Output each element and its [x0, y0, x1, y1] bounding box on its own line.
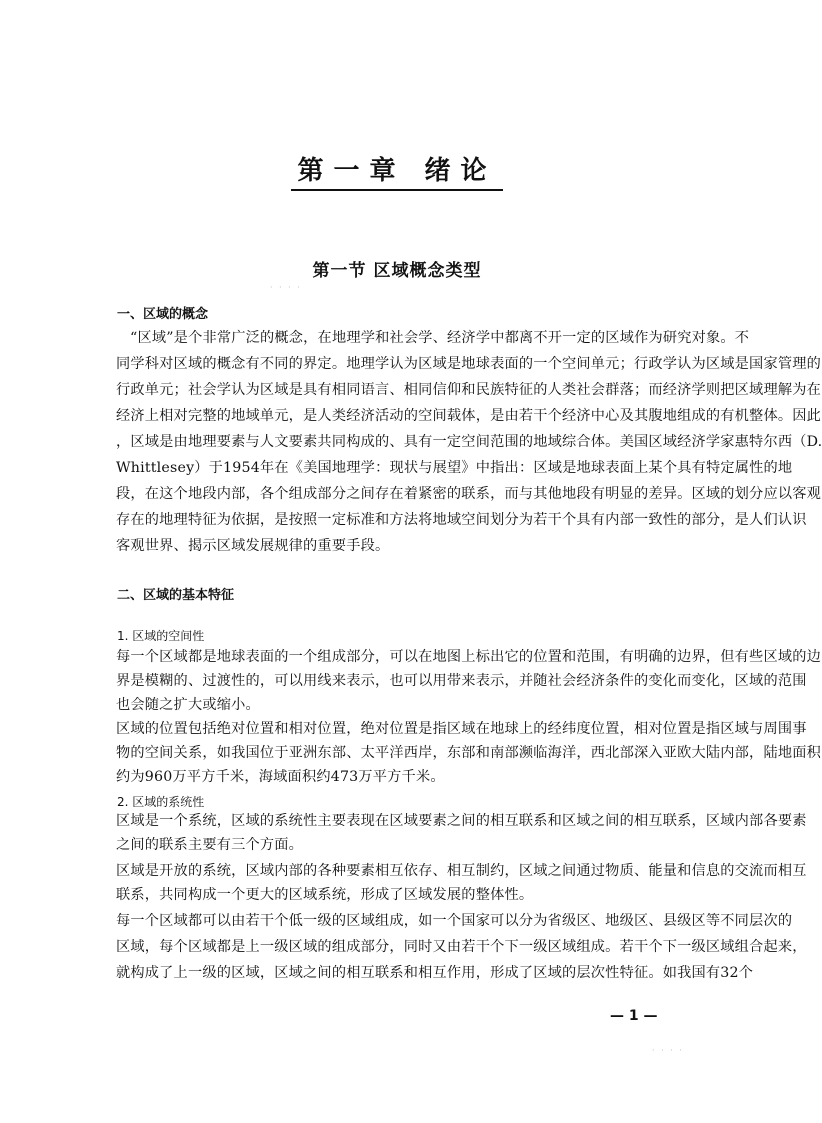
scan-artifact: · · · · — [652, 1046, 684, 1055]
text-line: 段，在这个地段内部，各个组成部分之间存在着紧密的联系，而与其他地段有明显的差异。区域的划分应以客观 — [116, 486, 821, 502]
text-line: 经济上相对完整的地域单元，是人类经济活动的空间载体，是由若干个经济中心及其腹地组成的有机整体。因此 — [116, 408, 821, 424]
text-line: 就构成了上一级的区域，区域之间的相互联系和相互作用，形成了区域的层次性特征。如我国有32个 — [116, 965, 754, 981]
text-line: 区域是一个系统，区域的系统性主要表现在区域要素之间的相互联系和区域之间的相互联系，区域内部各要素 — [116, 813, 807, 829]
text-line: 区域，每个区域都是上一级区域的组成部分，同时又由若干个下一级区域组成。若干个下一级区域组合起来， — [116, 939, 807, 955]
text-line: 之间的联系主要有三个方面。 — [116, 837, 304, 853]
heading-region-concept: 一、区域的概念 — [117, 307, 209, 322]
text-line: 客观世界、揭示区域发展规律的重要手段。 — [116, 538, 390, 554]
section-title: 第一节 区域概念类型 — [312, 261, 482, 281]
text-line: 每一个区域都是地球表面的一个组成部分，可以在地图上标出它的位置和范围，有明确的边界，但有些区域的边 — [116, 649, 821, 665]
text-line: 存在的地理特征为依据，是按照一定标准和方法将地域空间划分为若干个具有内部一致性的部分，是人们认识 — [116, 512, 807, 528]
text-line: ，区域是由地理要素与人文要素共同构成的、具有一定空间范围的地域综合体。美国区域经济学家惠特尔西（D. — [116, 434, 822, 450]
text-line: 约为960万平方千米，海域面积约473万平方千米。 — [116, 769, 445, 785]
heading-systemic: 2. 区域的系统性 — [117, 795, 205, 809]
heading-region-features: 二、区域的基本特征 — [117, 588, 235, 603]
text-line: 物的空间关系，如我国位于亚洲东部、太平洋西岸，东部和南部濒临海洋，西北部深入亚欧大陆内部，陆地面积 — [116, 745, 821, 761]
text-line: 同学科对区域的概念有不同的界定。地理学认为区域是地球表面的一个空间单元；行政学认为区域是国家管理的 — [116, 356, 821, 372]
text-line: Whittlesey）于1954年在《美国地理学：现状与展望》中指出：区域是地球表面上某个具有特定属性的地 — [116, 460, 793, 476]
text-line: 界是模糊的、过渡性的，可以用线来表示，也可以用带来表示，并随社会经济条件的变化而变化，区域的范围 — [116, 673, 807, 689]
text-line: 行政单元；社会学认为区域是具有相同语言、相同信仰和民族特征的人类社会群落；而经济学则把区域理解为在 — [116, 382, 821, 398]
text-line: 区域的位置包括绝对位置和相对位置，绝对位置是指区域在地球上的经纬度位置，相对位置是指区域与周围事 — [116, 721, 807, 737]
scan-artifact: · · · · — [270, 283, 302, 292]
page-number: — 1 — — [610, 1008, 658, 1024]
text-line: 也会随之扩大或缩小。 — [116, 697, 260, 713]
text-line: 每一个区域都可以由若干个低一级的区域组成，如一个国家可以分为省级区、地级区、县级区等不同层次的 — [116, 913, 793, 929]
text-line: 联系，共同构成一个更大的区域系统，形成了区域发展的整体性。 — [116, 887, 534, 903]
text-line: “区域”是个非常广泛的概念，在地理学和社会学、经济学中都离不开一定的区域作为研究对象。不 — [130, 330, 750, 346]
heading-spatial: 1. 区域的空间性 — [117, 629, 205, 643]
chapter-title: 第一章 绪论 — [0, 150, 794, 191]
text-line: 区域是开放的系统，区域内部的各种要素相互依存、相互制约，区域之间通过物质、能量和信息的交流而相互 — [116, 863, 807, 879]
